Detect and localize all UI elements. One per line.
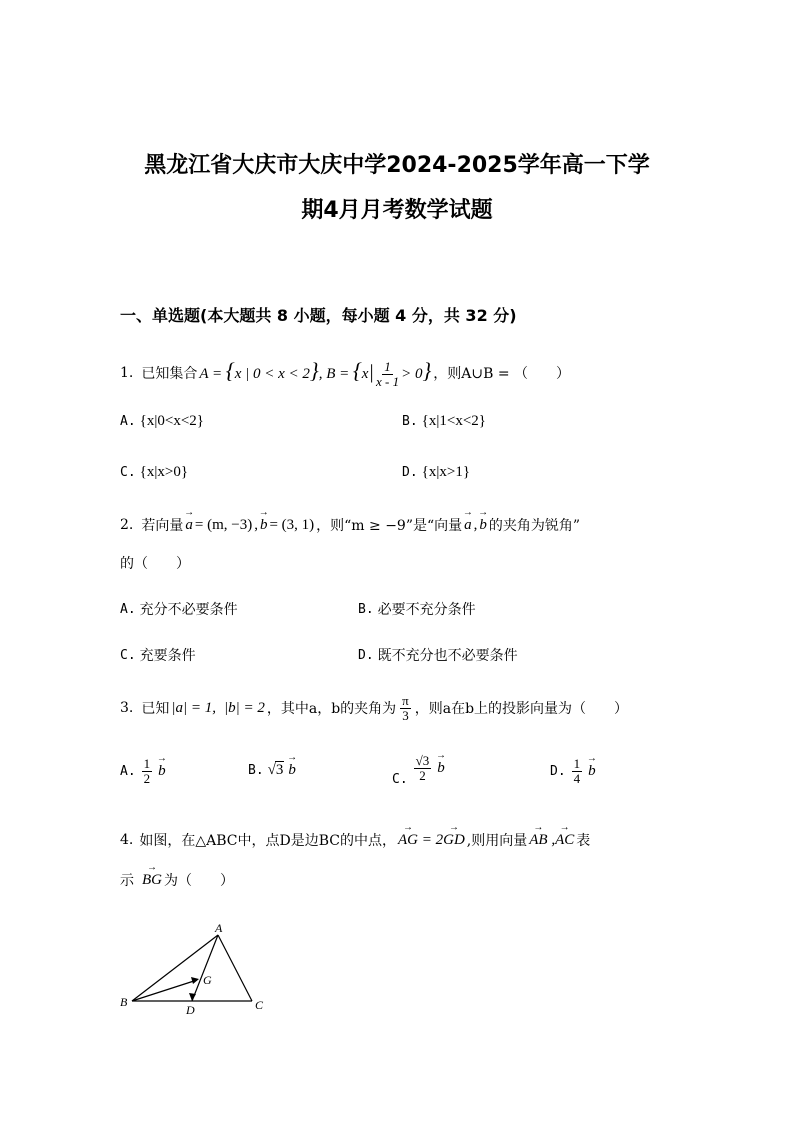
q4-equation: → AG = 2→ GD	[398, 832, 465, 849]
label-b: B	[120, 995, 128, 1009]
q2-option-d-text: 既不充分也不必要条件	[377, 648, 518, 664]
q4-vector-bg: → BG	[142, 872, 162, 889]
q2-option-a-text: 充分不必要条件	[139, 602, 238, 618]
q2-option-b-text: 必要不充分条件	[377, 602, 476, 618]
q1-prefix: 已知集合	[141, 366, 198, 382]
q2-option-b[interactable]: B. 必要不充分条件	[358, 599, 476, 619]
question-2: 2. 若向量 → a = (m, −3) , → b = (3, 1) ，则“m ≥ −9”是“向量 → a , → b 的夹角为锐角”	[120, 515, 580, 535]
q2-option-c-text: 充要条件	[139, 648, 196, 664]
q3-option-b[interactable]: B. √3 → b	[248, 762, 296, 779]
side-ac	[218, 935, 252, 1001]
q1-set-a: A = {x | 0 < x < 2}, B = {x| $\frac{1}{x - 1}$ > 0}	[199, 357, 432, 389]
label-c: C	[255, 998, 264, 1012]
title-line-1: 黑龙江省大庆市大庆中学2024-2025学年高一下学	[144, 153, 650, 178]
q3-option-a[interactable]: A. $\frac{1}{2}$ → b	[120, 757, 166, 785]
question-4: 4. 如图，在△ABC中，点D是边BC的中点， → AG = 2→ GD ,则用向量 → AB ,→ AC 表	[120, 830, 590, 850]
q2-number: 2.	[120, 517, 134, 533]
q1-option-c[interactable]: C. {x|x>0}	[120, 464, 189, 480]
q1-number: 1.	[120, 365, 134, 381]
q1-option-d-text: {x|x>1}	[421, 464, 471, 480]
q1-option-a-text: {x|0<x<2}	[139, 413, 204, 429]
q1-option-a[interactable]: A. {x|0<x<2}	[120, 413, 204, 429]
q2-option-d[interactable]: D. 既不充分也不必要条件	[358, 645, 518, 665]
question-3: 3. 已知 |a| = 1, |b| = 2 ，其中a，b的夹角为 $\frac{\pi}{3}$ ，则a在b上的投影向量为（ ）	[120, 692, 629, 723]
title-line-2: 期4月月考数学试题	[301, 198, 493, 223]
triangle-figure	[110, 920, 290, 1020]
q1-suffix: ，则A∪B = （ ）	[433, 366, 571, 382]
q2-option-a[interactable]: A. 充分不必要条件	[120, 599, 238, 619]
vector-b: → b	[260, 517, 268, 534]
segment-bg	[132, 980, 197, 1001]
q2-option-c[interactable]: C. 充要条件	[120, 645, 196, 665]
label-a: A	[215, 921, 223, 935]
q3-b-modulus: |b| = 2	[223, 699, 265, 716]
q4-number: 4.	[120, 832, 134, 848]
q1-option-c-text: {x|x>0}	[139, 464, 189, 480]
q3-option-d[interactable]: D. $\frac{1}{4}$ → b	[550, 757, 596, 785]
arrowhead-bg	[191, 977, 199, 984]
q3-option-c[interactable]: C. $\frac{√3}{2}$ → b	[392, 750, 445, 787]
question-4-cont: 示 → BG 为（ ）	[120, 870, 234, 890]
question-1	[120, 358, 570, 388]
q1-option-b-text: {x|1<x<2}	[421, 413, 486, 429]
question-2-cont: 的（ ）	[120, 556, 190, 572]
arrowhead-gd	[189, 993, 196, 1001]
q3-number: 3.	[120, 700, 134, 716]
label-g: G	[203, 973, 212, 987]
q1-option-b[interactable]: B. {x|1<x<2}	[402, 413, 486, 429]
section-heading: 一、单选题(本大题共 8 小题，每小题 4 分，共 32 分)	[120, 306, 517, 325]
q3-angle-fraction: $\frac{\pi}{3}$	[402, 692, 409, 723]
label-d: D	[186, 1003, 195, 1017]
q1-option-d[interactable]: D. {x|x>1}	[402, 464, 471, 480]
vector-a: → a	[185, 517, 193, 534]
q3-a-modulus: |a| = 1,	[171, 699, 216, 716]
